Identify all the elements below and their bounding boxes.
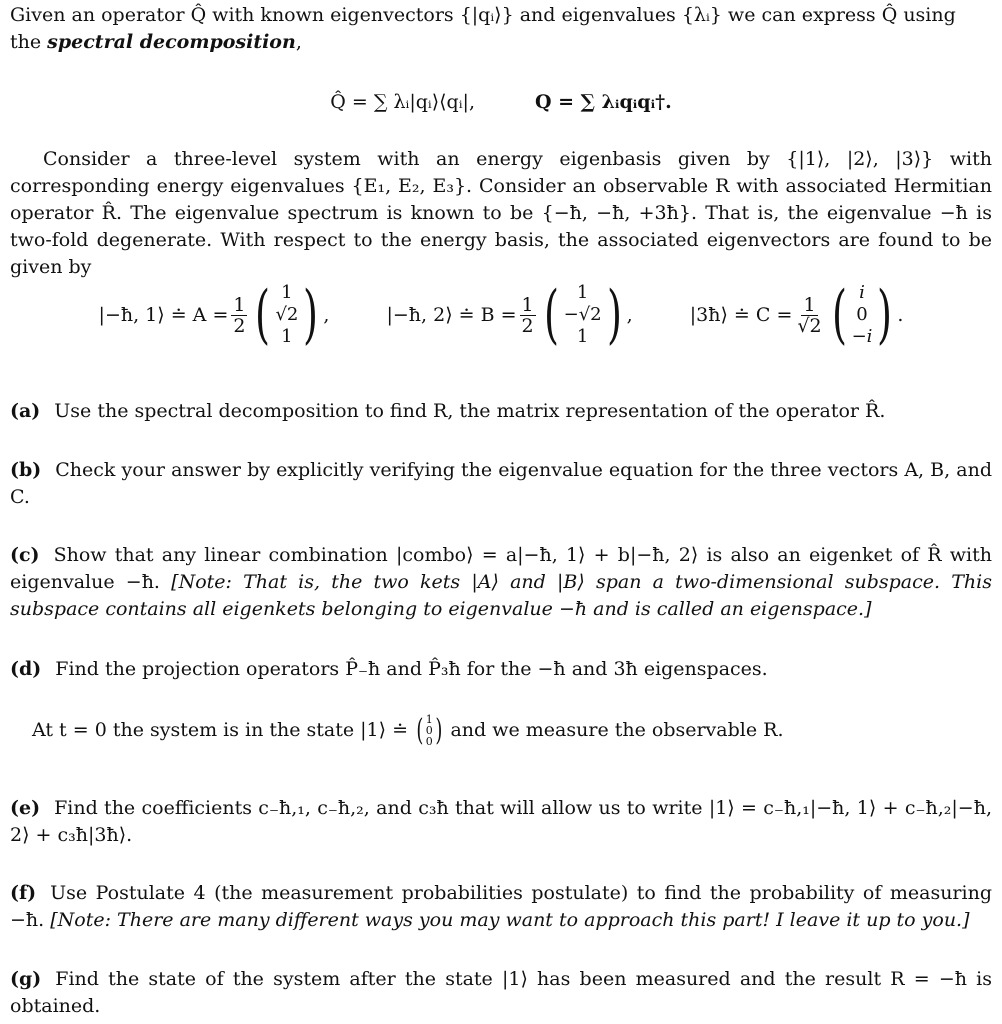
part-d-label: (d) — [10, 658, 42, 680]
part-a-label: (a) — [10, 400, 41, 422]
eigenvector-equations — [10, 270, 992, 360]
initial-state-suffix: and we measure the observable R. — [450, 719, 784, 741]
eigenvector-a-c3: 1 — [281, 326, 293, 347]
eigenvector-a: |−ħ, 1⟩ ≐ A = $\frac{1}{2}$ ( 1 √2 1 ) , — [98, 278, 330, 352]
part-c-label: (c) — [10, 544, 40, 566]
initial-state-c2: 0 — [425, 724, 433, 737]
part-c-note: [Note: That is, the two kets |A⟩ and |B⟩ span a two-dimensional subspace. This subspace contains all eigenkets belonging to eigenvalue −ħ and is called an eigenspace.] — [10, 571, 992, 620]
eigenvector-c-c3: −i — [851, 326, 873, 347]
eigenvector-c-frac-num: 1 — [803, 293, 816, 316]
intro-line2-suffix: , — [295, 31, 302, 53]
eigenvector-b-c3: 1 — [576, 326, 589, 347]
part-e — [10, 795, 992, 849]
initial-state-c3: 0 — [425, 735, 433, 748]
eigenvector-b: |−ħ, 2⟩ ≐ B = $\frac{1}{2}$ ( 1 −√2 1 ) , — [386, 278, 633, 352]
eigenvector-a-frac-den: 2 — [233, 314, 246, 337]
part-f-label: (f) — [10, 882, 37, 904]
initial-state-c1: 1 — [425, 713, 433, 726]
spectral-equation — [10, 82, 992, 122]
part-c-text: Show that any linear combination |combo⟩ = a|−ħ, 1⟩ + b|−ħ, 2⟩ is also an eigenket of R̂ with eigenvalue −ħ. — [10, 544, 992, 593]
eigenvector-a-fraction — [231, 295, 247, 336]
initial-state — [10, 714, 992, 747]
eigenvector-a-column: ( 1 √2 1 ) — [255, 278, 319, 352]
eigenvector-a-c2: √2 — [275, 304, 299, 325]
part-d-text: Find the projection operators P̂₋ħ and P̂₃ħ for the −ħ and 3ħ eigenspaces. — [55, 658, 768, 680]
eigenvector-b-fraction — [520, 295, 536, 336]
part-c — [10, 542, 992, 623]
eigenvector-c-c2: 0 — [856, 304, 868, 325]
eigenvector-a-lhs: |−ħ, 1⟩ ≐ A = — [98, 303, 229, 326]
part-a-text: Use the spectral decomposition to find R, the matrix representation of the operator R̂. — [54, 400, 886, 422]
part-b — [10, 457, 992, 511]
initial-state-prefix: At t = 0 the system is in the state |1⟩ ≐ — [32, 719, 409, 741]
part-g-label: (g) — [10, 968, 42, 990]
eigenvector-b-lhs: |−ħ, 2⟩ ≐ B = — [386, 303, 517, 326]
system-paragraph-text: Consider a three-level system with an energy eigenbasis given by {|1⟩, |2⟩, |3⟩} with corresponding energy eigenvalues {E₁, E₂, E₃}. Consider an observable R with associated Hermitian operator R̂. The eigenvalue spectrum is known to be {−ħ, −ħ, +3ħ}. That is, the eigenvalue −ħ is two-fold degenerate. With respect to the energy basis, the associated eigenvectors are found to be given by — [10, 148, 992, 278]
part-a — [10, 398, 992, 425]
eigenvector-b-c2: −√2 — [563, 304, 602, 325]
part-e-text: Find the coefficients c₋ħ,₁, c₋ħ,₂, and c₃ħ that will allow us to write |1⟩ = c₋ħ,₁|−ħ, 1⟩ + c₋ħ,₂|−ħ, 2⟩ + c₃ħ|3ħ⟩. — [10, 797, 992, 846]
part-b-label: (b) — [10, 459, 42, 481]
spectral-equation-right: Q = ∑ λᵢqᵢqᵢ†. — [534, 90, 672, 113]
eigenvector-b-c1: 1 — [576, 282, 589, 303]
part-g-text: Find the state of the system after the state |1⟩ has been measured and the result R = −ħ is obtained. — [10, 968, 992, 1017]
eigenvector-b-frac-den: 2 — [521, 314, 534, 337]
spectral-equation-left: Q̂ = ∑ λᵢ|qᵢ⟩⟨qᵢ|, — [330, 90, 475, 113]
eigenvector-b-column: ( 1 −√2 1 ) — [543, 278, 622, 352]
spectral-decomposition-term: spectral decomposition — [47, 31, 296, 53]
part-g — [10, 966, 992, 1020]
eigenvector-a-frac-num: 1 — [233, 293, 246, 316]
eigenvector-c-c1: i — [859, 282, 865, 303]
eigenvector-c-fraction — [795, 295, 823, 336]
eigenvector-c-column: ( i 0 −i ) — [831, 278, 893, 352]
eigenvector-a-c1: 1 — [281, 282, 293, 303]
system-paragraph — [10, 146, 992, 281]
eigenvector-b-frac-num: 1 — [521, 293, 534, 316]
intro-line1: Given an operator Q̂ with known eigenvectors {|qᵢ⟩} and eigenvalues {λᵢ} we can express Q̂ using — [10, 4, 956, 26]
eigenvector-c-frac-den: √2 — [797, 314, 822, 337]
intro-text — [10, 2, 992, 56]
part-e-label: (e) — [10, 797, 41, 819]
part-f-text: Use Postulate 4 (the measurement probabilities postulate) to find the probability of measuring −ħ. — [10, 882, 992, 931]
part-b-text: Check your answer by explicitly verifying the eigenvalue equation for the three vectors A, B, and C. — [10, 459, 992, 508]
intro-line2-prefix: the — [10, 31, 48, 53]
eigenvector-c-lhs: |3ħ⟩ ≐ C = — [689, 303, 793, 326]
part-f — [10, 880, 992, 934]
part-d — [10, 656, 992, 683]
part-f-note: [Note: There are many different ways you may want to approach this part! I leave it up to you.] — [50, 909, 970, 931]
initial-state-column: ( 1 0 0 ) — [416, 712, 443, 748]
eigenvector-c: |3ħ⟩ ≐ C = $\frac{1}{√2}$ ( i 0 −i ) . — [689, 278, 904, 352]
